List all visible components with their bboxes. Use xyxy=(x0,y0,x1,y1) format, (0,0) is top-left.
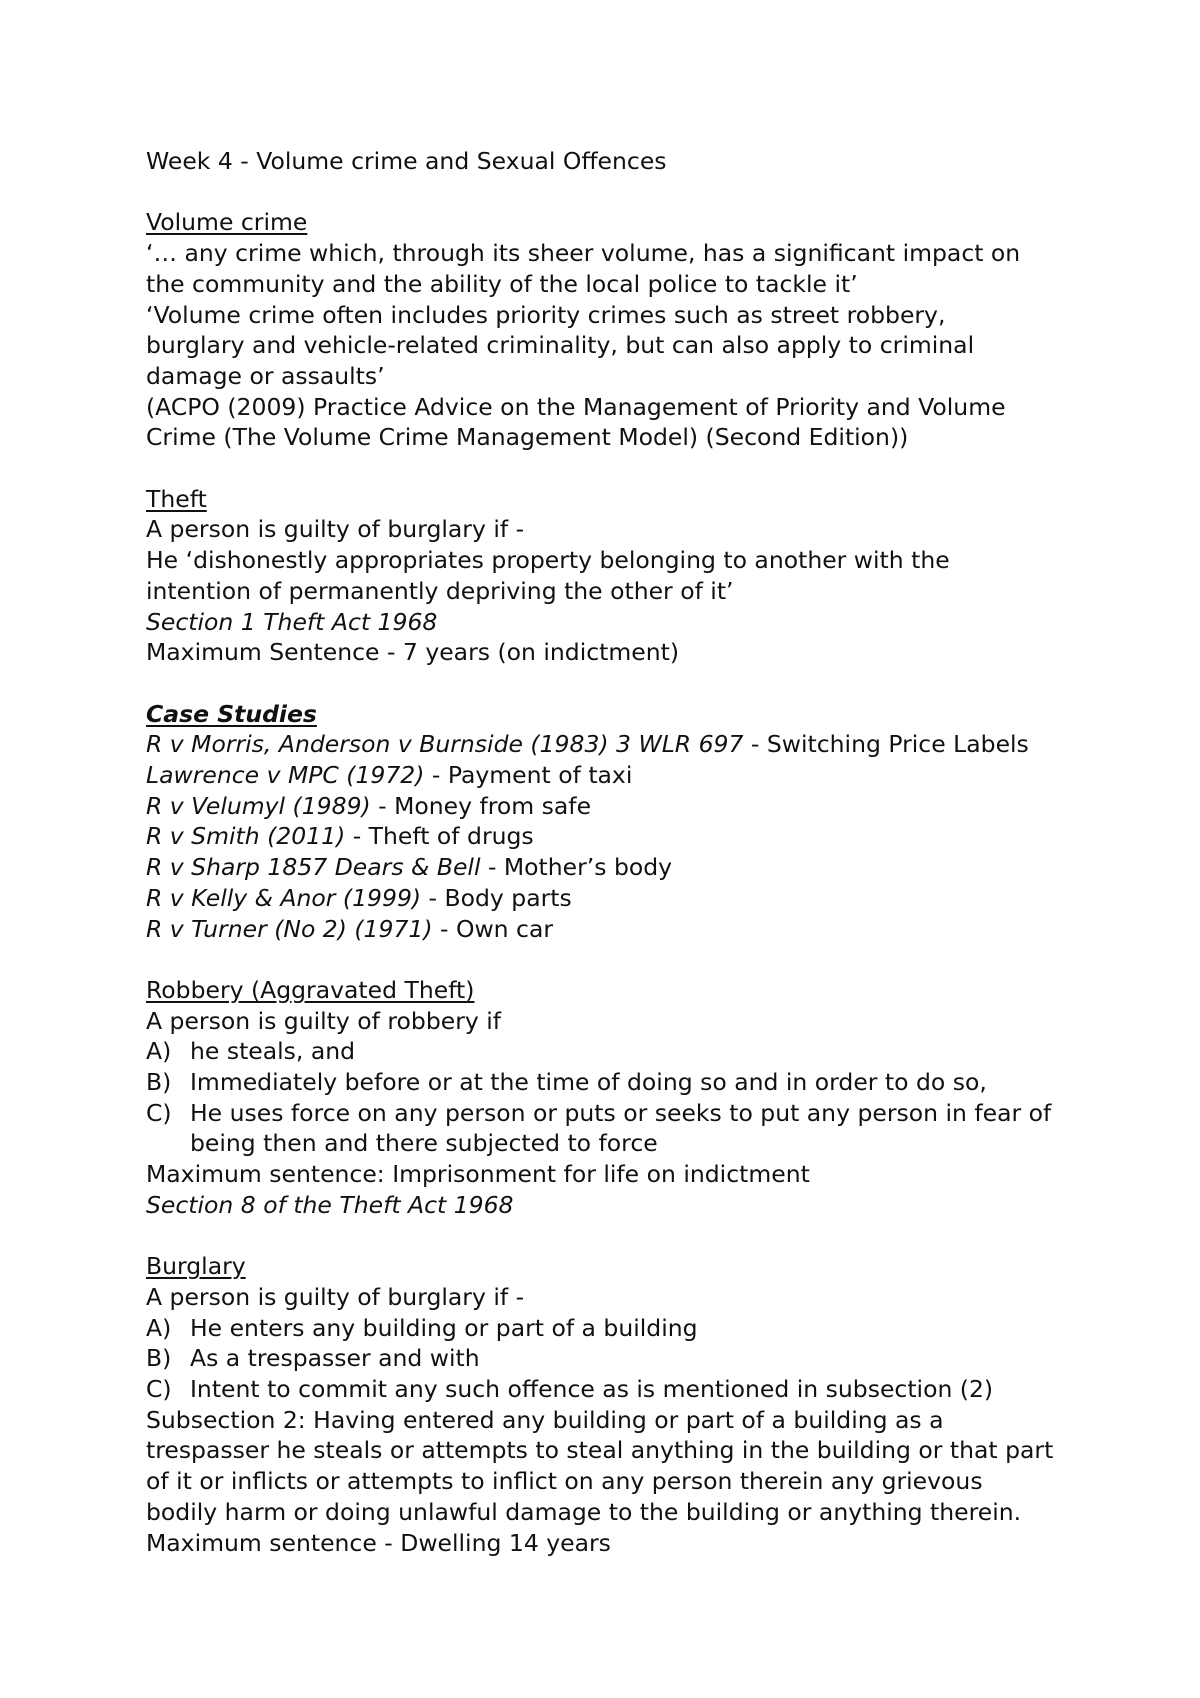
list-marker: B) xyxy=(146,1344,172,1373)
case-name: Lawrence v MPC (1972) xyxy=(146,761,425,790)
burglary-sentence: Maximum sentence - Dwelling 14 years xyxy=(146,1528,611,1557)
subsection-line: of it or inflicts or attempts to inflict on any person therein any grievous xyxy=(146,1467,983,1496)
theft-line: A person is guilty of burglary if - xyxy=(146,515,525,544)
volume-crime-citation: (ACPO (2009) Practice Advice on the Management of Priority and Volume xyxy=(146,392,1006,421)
theft-source: Section 1 Theft Act 1968 xyxy=(146,607,438,636)
volume-crime-citation: Crime (The Volume Crime Management Model) (Second Edition)) xyxy=(146,423,909,452)
spacer xyxy=(146,1221,1146,1252)
list-text-continuation: being then and there subjected to force xyxy=(190,1129,658,1158)
case-description: - Switching Price Labels xyxy=(743,730,1029,759)
list-text: Intent to commit any such offence as is mentioned in subsection (2) xyxy=(190,1375,994,1404)
subsection-line: trespasser he steals or attempts to steal anything in the building or that part xyxy=(146,1436,1054,1465)
case-studies-section xyxy=(146,699,1146,945)
case-study-item xyxy=(146,821,1146,852)
spacer xyxy=(146,453,1146,484)
robbery-heading: Robbery (Aggravated Theft) xyxy=(146,975,475,1004)
theft-heading: Theft xyxy=(146,484,207,513)
burglary-heading: Burglary xyxy=(146,1252,246,1281)
subsection-line: bodily harm or doing unlawful damage to the building or anything therein. xyxy=(146,1497,1022,1526)
list-text: He enters any building or part of a building xyxy=(190,1313,698,1342)
volume-crime-heading: Volume crime xyxy=(146,208,308,237)
list-item xyxy=(146,1036,1146,1067)
list-text: he steals, and xyxy=(190,1037,356,1066)
robbery-sentence: Maximum sentence: Imprisonment for life on indictment xyxy=(146,1160,810,1189)
list-item xyxy=(146,1313,1146,1344)
list-text: As a trespasser and with xyxy=(190,1344,480,1373)
volume-crime-line: ‘… any crime which, through its sheer volume, has a significant impact on xyxy=(146,239,1021,268)
volume-crime-line: burglary and vehicle-related criminality, but can also apply to criminal xyxy=(146,331,975,360)
robbery-intro: A person is guilty of robbery if xyxy=(146,1006,502,1035)
volume-crime-line: the community and the ability of the local police to tackle it’ xyxy=(146,269,858,298)
volume-crime-line: damage or assaults’ xyxy=(146,361,385,390)
theft-line: intention of permanently depriving the other of it’ xyxy=(146,576,734,605)
burglary-intro: A person is guilty of burglary if - xyxy=(146,1282,525,1311)
case-studies-heading: Case Studies xyxy=(146,699,317,728)
spacer xyxy=(146,668,1146,699)
list-marker: C) xyxy=(146,1375,172,1404)
subsection-line: Subsection 2: Having entered any building or part of a building as a xyxy=(146,1405,944,1434)
case-description: - Mother’s body xyxy=(480,853,673,882)
list-marker: A) xyxy=(146,1037,172,1066)
case-description: - Payment of taxi xyxy=(424,761,633,790)
robbery-section xyxy=(146,975,1146,1221)
volume-crime-section xyxy=(146,207,1146,453)
burglary-section xyxy=(146,1251,1146,1558)
list-text: He uses force on any person or puts or seeks to put any person in fear of xyxy=(190,1098,1052,1127)
case-study-item xyxy=(146,852,1146,883)
case-study-item xyxy=(146,883,1146,914)
list-marker: A) xyxy=(146,1313,172,1342)
robbery-source: Section 8 of the Theft Act 1968 xyxy=(146,1190,514,1219)
document-page xyxy=(146,146,1146,1558)
case-description: - Money from safe xyxy=(370,791,592,820)
case-description: - Theft of drugs xyxy=(345,822,534,851)
case-name: R v Kelly & Anor (1999) xyxy=(146,883,422,912)
list-item xyxy=(146,1098,1146,1129)
spacer xyxy=(146,177,1146,208)
case-description: - Body parts xyxy=(421,883,572,912)
case-description: - Own car xyxy=(432,914,554,943)
spacer xyxy=(146,944,1146,975)
list-marker: B) xyxy=(146,1068,172,1097)
case-name: R v Morris, Anderson v Burnside (1983) 3 WLR 697 xyxy=(146,730,744,759)
list-item xyxy=(146,1374,1146,1405)
theft-section xyxy=(146,484,1146,668)
case-name: R v Smith (2011) xyxy=(146,822,346,851)
list-item xyxy=(146,1067,1146,1098)
list-item xyxy=(146,1343,1146,1374)
case-name: R v Sharp 1857 Dears & Bell xyxy=(146,853,481,882)
volume-crime-line: ‘Volume crime often includes priority crimes such as street robbery, xyxy=(146,300,946,329)
theft-sentence: Maximum Sentence - 7 years (on indictment) xyxy=(146,638,679,667)
theft-line: He ‘dishonestly appropriates property belonging to another with the xyxy=(146,546,950,575)
case-name: R v Velumyl (1989) xyxy=(146,791,371,820)
page-title: Week 4 - Volume crime and Sexual Offences xyxy=(146,147,667,175)
list-text: Immediately before or at the time of doing so and in order to do so, xyxy=(190,1068,987,1097)
case-study-item xyxy=(146,914,1146,945)
case-name: R v Turner (No 2) (1971) xyxy=(146,914,433,943)
case-study-item xyxy=(146,760,1146,791)
list-marker: C) xyxy=(146,1098,172,1127)
case-study-item xyxy=(146,729,1146,760)
case-study-item xyxy=(146,791,1146,822)
